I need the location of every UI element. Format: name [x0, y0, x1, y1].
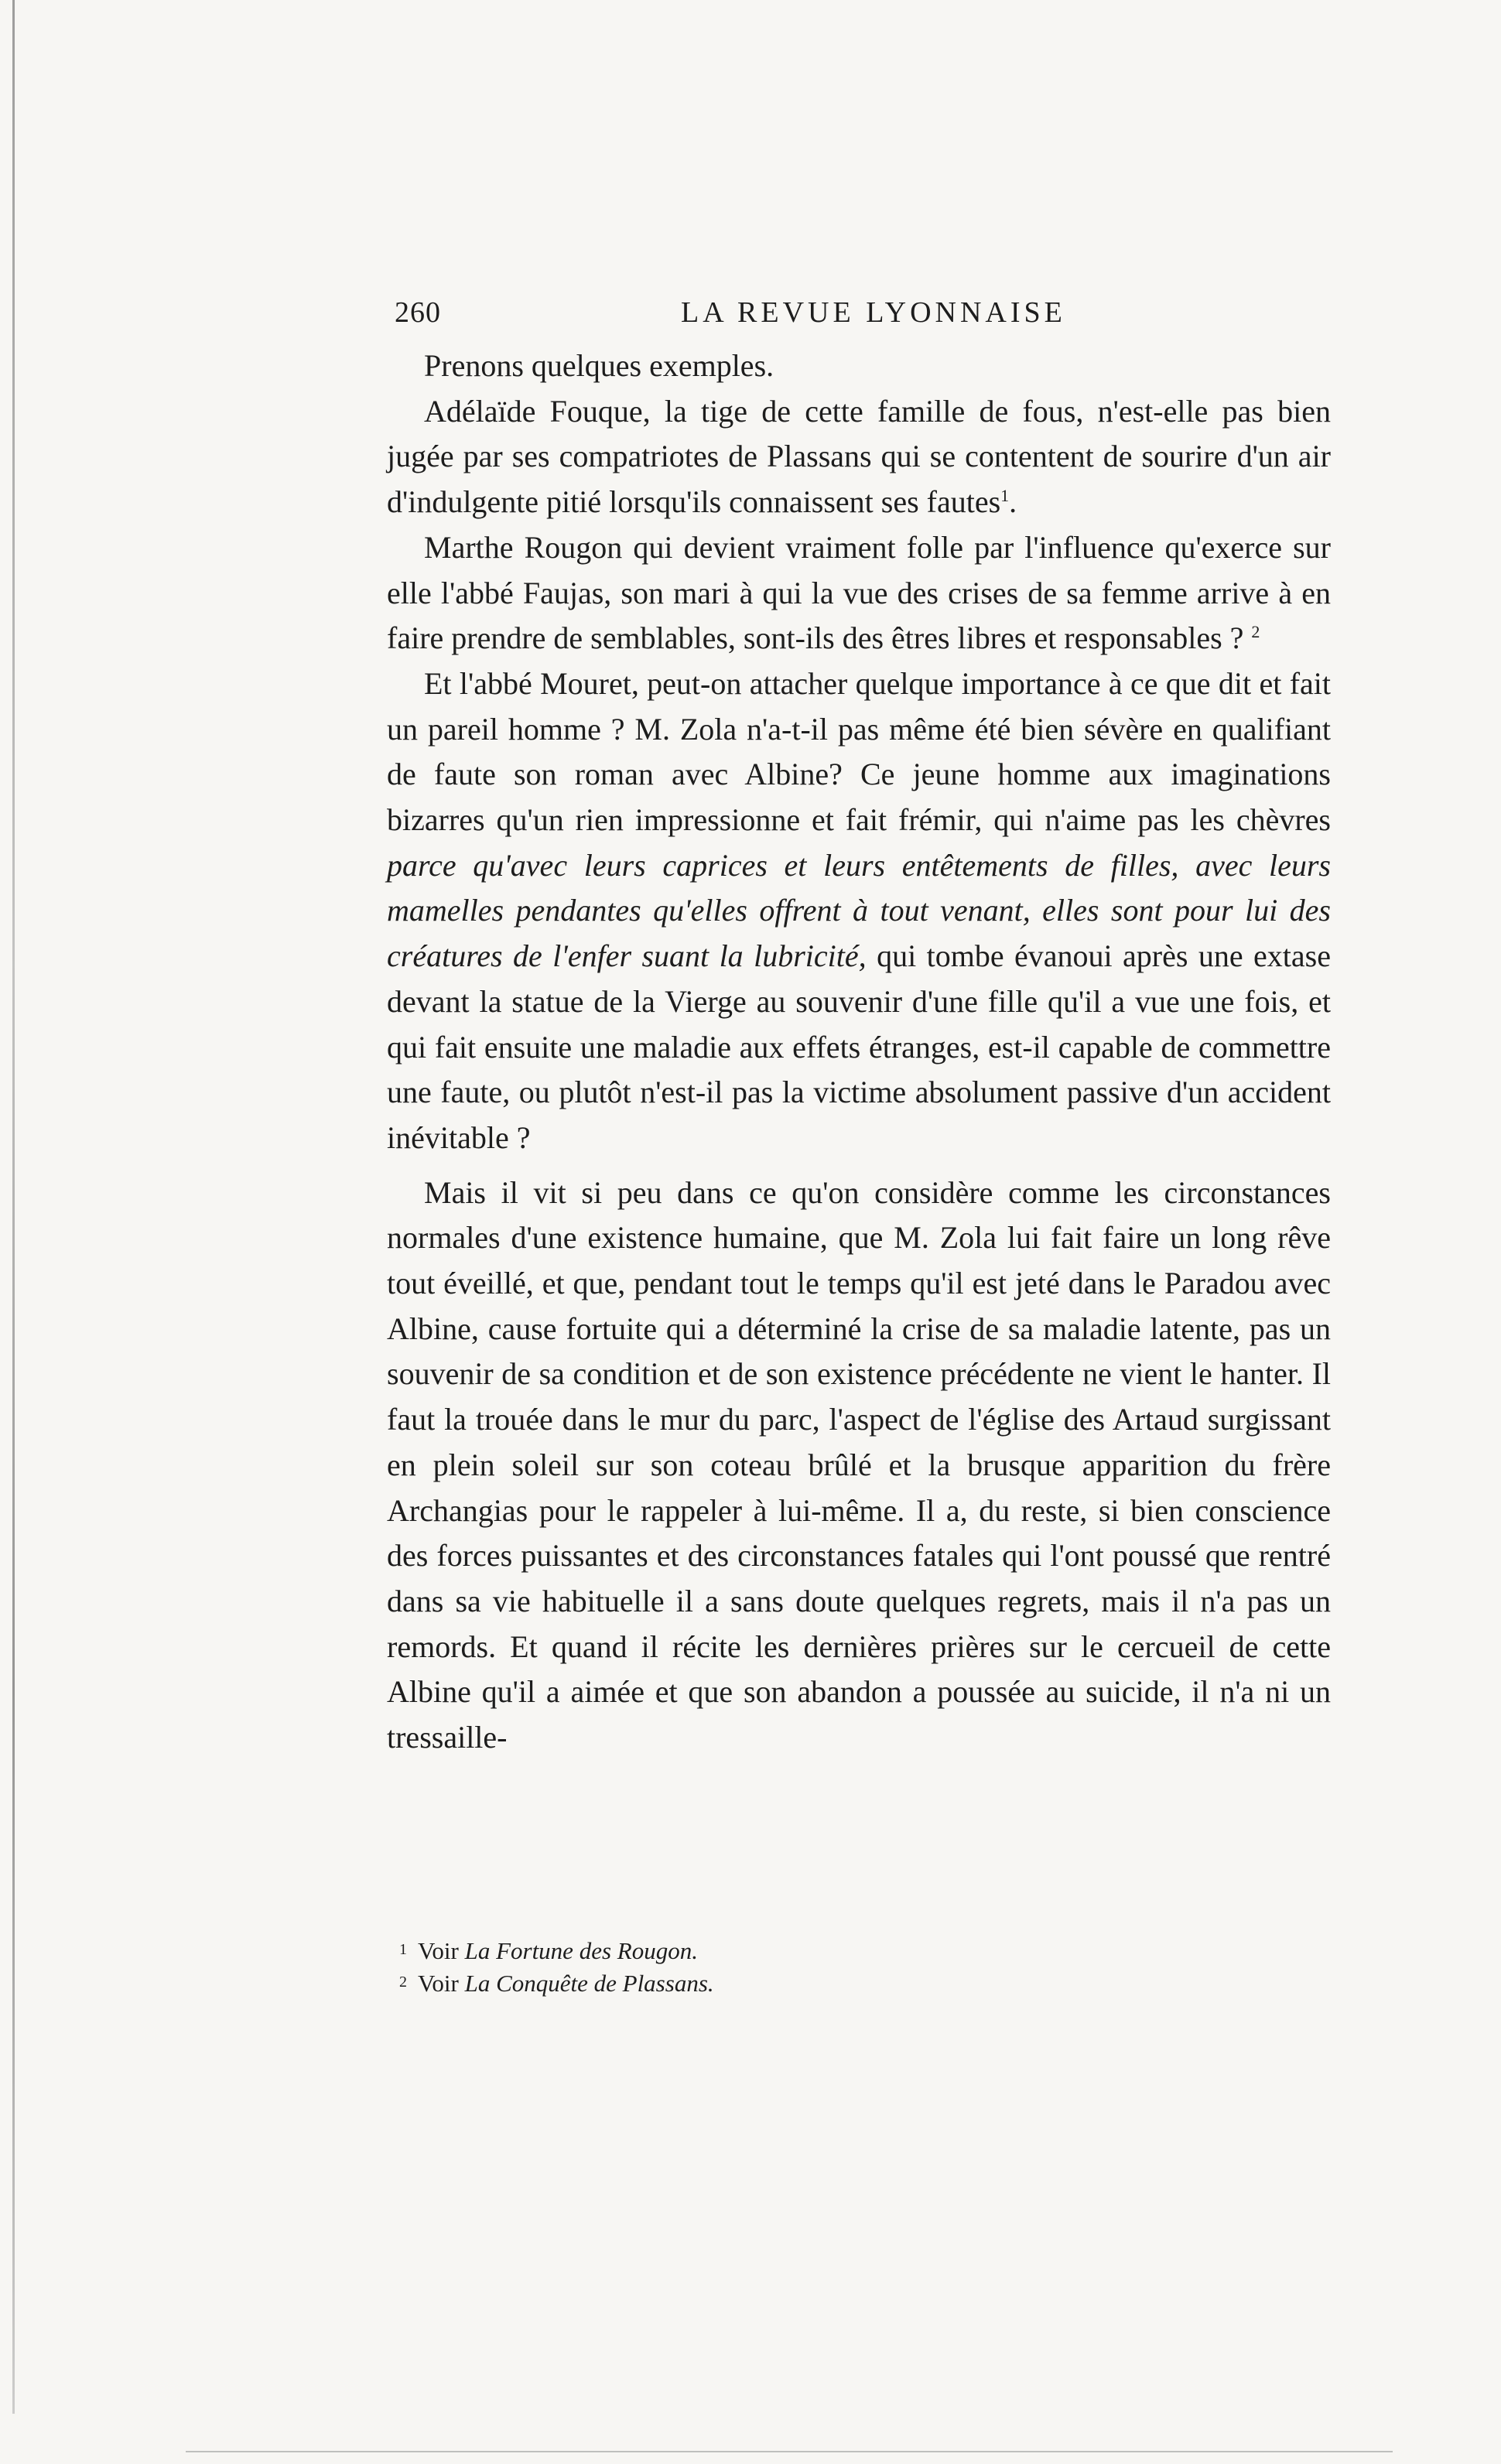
paragraph-text: Et l'abbé Mouret, peut-on attacher quelque importance à ce que dit et fait un pareil homme ? M. Zola n'a-t-il pas même été bien sévère en qualifiant de faute son roman avec Albine? Ce jeune homme aux imaginations bizarres qu'un rien impressionne et fait frémir, qui n'aime pas les chèvres — [387, 665, 1331, 838]
paragraph-3 — [387, 525, 1331, 661]
italic-quote: parce qu'avec leurs caprices et leurs entêtements de filles, avec leurs mamelles pendantes qu'elles offrent à tout venant, elles sont pour lui des créatures de l'enfer suant la lubricité, — [387, 847, 1331, 974]
paragraph-text: qui tombe évanoui après une extase devant la statue de la Vierge au souvenir d'une fille qu'il a vue une fois, et qui fait ensuite une maladie aux effets étranges, est-il capable de commettre une faute, ou plutôt n'est-il pas la victime absolument passive d'un accident inévitable ? — [387, 938, 1331, 1155]
paragraph-end: . — [1009, 484, 1017, 520]
paragraph-2 — [387, 389, 1331, 525]
footnote-prefix: Voir — [418, 1970, 459, 1997]
page-header — [395, 296, 1323, 342]
body-text — [387, 343, 1331, 1761]
footnote-1 — [399, 1934, 1173, 1967]
bottom-rule — [186, 2451, 1393, 2452]
paragraph-text: Mais il vit si peu dans ce qu'on considère comme les circonstances normales d'une existence humaine, que M. Zola lui fait faire un long rêve tout éveillé, et que, pendant tout le temps qu'il est jeté dans le Paradou avec Albine, cause fortuite qui a déterminé la crise de sa maladie latente, pas un souvenir de sa condition et de son existence précédente ne vient le hanter. Il faut la trouée dans le mur du parc, l'aspect de l'église des Artaud surgissant en plein soleil sur son coteau brûlé et la brusque apparition du frère Archangias pour le rappeler à lui-même. Il a, du reste, si bien conscience des forces puissantes et des circonstances fatales qui l'ont poussé que rentré dans sa vie habituelle il a sans doute quelques regrets, mais il n'a pas un remords. Et quand il récite les dernières prières sur le cercueil de cette Albine qu'il a aimée et que son abandon a poussée au suicide, il n'a ni un tressaille- — [387, 1174, 1331, 1755]
page-edge-mark — [12, 0, 15, 2414]
page-number: 260 — [395, 296, 441, 329]
footnotes — [399, 1934, 1173, 1999]
footnote-ref-2: 2 — [1251, 622, 1260, 642]
paragraph-text: Marthe Rougon qui devient vraiment folle par l'influence qu'exerce sur elle l'abbé Faujas, son mari à qui la vue des crises de sa femme arrive à en faire prendre de semblables, sont-ils des êtres libres et responsables ? — [387, 529, 1331, 656]
paragraph-1 — [387, 343, 1331, 389]
paragraph-4 — [387, 661, 1331, 1161]
paragraph-5 — [387, 1170, 1331, 1761]
footnote-2 — [399, 1967, 1173, 1999]
footnote-ref-1: 1 — [1000, 486, 1010, 506]
footnote-mark: 1 — [399, 1941, 407, 1958]
footnote-mark: 2 — [399, 1974, 407, 1991]
running-title: LA REVUE LYONNAISE — [681, 296, 1066, 329]
footnote-title: La Conquête de Plassans. — [464, 1970, 714, 1997]
footnote-title: La Fortune des Rougon. — [464, 1937, 698, 1964]
paragraph-text: Prenons quelques exemples. — [424, 348, 774, 383]
paragraph-text: Adélaïde Fouque, la tige de cette famille de fous, n'est-elle pas bien jugée par ses compatriotes de Plassans qui se contentent de sourire d'un air d'indulgente pitié lorsqu'ils connaissent ses fautes — [387, 393, 1331, 520]
footnote-prefix: Voir — [418, 1937, 459, 1964]
